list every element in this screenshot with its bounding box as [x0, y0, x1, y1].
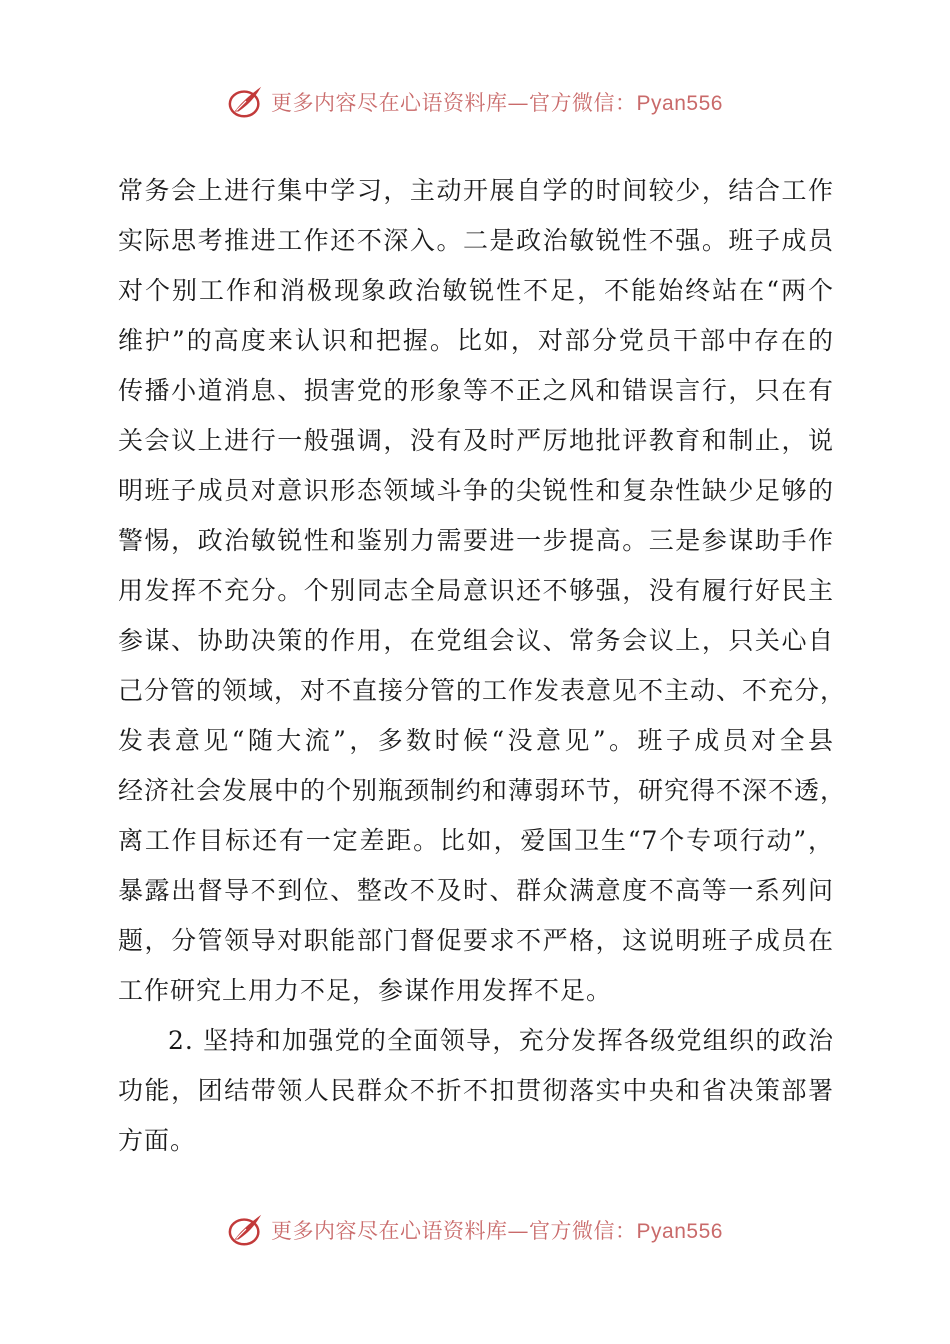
paragraph-1	[118, 166, 847, 1016]
text-line: 题，分管领导对职能部门督促要求不严格，这说明班子成员在	[118, 926, 834, 955]
text-line: 实际思考推进工作还不深入。二是政治敏锐性不强。班子成员	[118, 226, 834, 255]
paragraph-2	[118, 1016, 834, 1166]
quill-pen-logo-icon	[227, 1211, 265, 1249]
text-line: 常务会上进行集中学习，主动开展自学的时间较少，结合工作	[118, 176, 834, 205]
quill-pen-logo-icon	[227, 83, 265, 121]
text-line: 己分管的领域，对不直接分管的工作发表意见不主动、不充分，	[118, 676, 847, 705]
text-line: 工作研究上用力不足，参谋作用发挥不足。	[118, 976, 613, 1005]
document-body	[118, 166, 847, 1166]
section-heading-line: 2. 坚持和加强党的全面领导，充分发挥各级党组织的政治	[168, 1026, 834, 1055]
text-line: 用发挥不充分。个别同志全局意识还不够强，没有履行好民主	[118, 576, 834, 605]
section-heading-line: 方面。	[118, 1126, 197, 1155]
text-line: 明班子成员对意识形态领域斗争的尖锐性和复杂性缺少足够的	[118, 476, 834, 505]
text-line: 经济社会发展中的个别瓶颈制约和薄弱环节，研究得不深不透，	[118, 776, 847, 805]
text-line: 对个别工作和消极现象政治敏锐性不足，不能始终站在“两个	[118, 276, 834, 305]
text-line: 发表意见“随大流”，多数时候“没意见”。班子成员对全县	[118, 726, 834, 755]
text-line: 警惕，政治敏锐性和鉴别力需要进一步提高。三是参谋助手作	[118, 526, 834, 555]
header-watermark	[0, 80, 950, 124]
watermark-text: 更多内容尽在心语资料库—官方微信：Pyan556	[271, 1219, 723, 1243]
text-line: 离工作目标还有一定差距。比如，爱国卫生“7个专项行动”，	[118, 826, 834, 855]
watermark-wechat-id: Pyan556	[636, 1220, 723, 1243]
watermark-wechat-id: Pyan556	[636, 92, 723, 115]
text-line: 参谋、协助决策的作用，在党组会议、常务会议上，只关心自	[118, 626, 834, 655]
footer-watermark	[0, 1208, 950, 1252]
text-line: 暴露出督导不到位、整改不及时、群众满意度不高等一系列问	[118, 876, 834, 905]
section-heading-line: 功能，团结带领人民群众不折不扣贯彻落实中央和省决策部署	[118, 1076, 834, 1105]
watermark-text: 更多内容尽在心语资料库—官方微信：Pyan556	[271, 91, 723, 115]
text-line: 维护”的高度来认识和把握。比如，对部分党员干部中存在的	[118, 326, 834, 355]
text-line: 关会议上进行一般强调，没有及时严厉地批评教育和制止，说	[118, 426, 834, 455]
text-line: 传播小道消息、损害党的形象等不正之风和错误言行，只在有	[118, 376, 834, 405]
